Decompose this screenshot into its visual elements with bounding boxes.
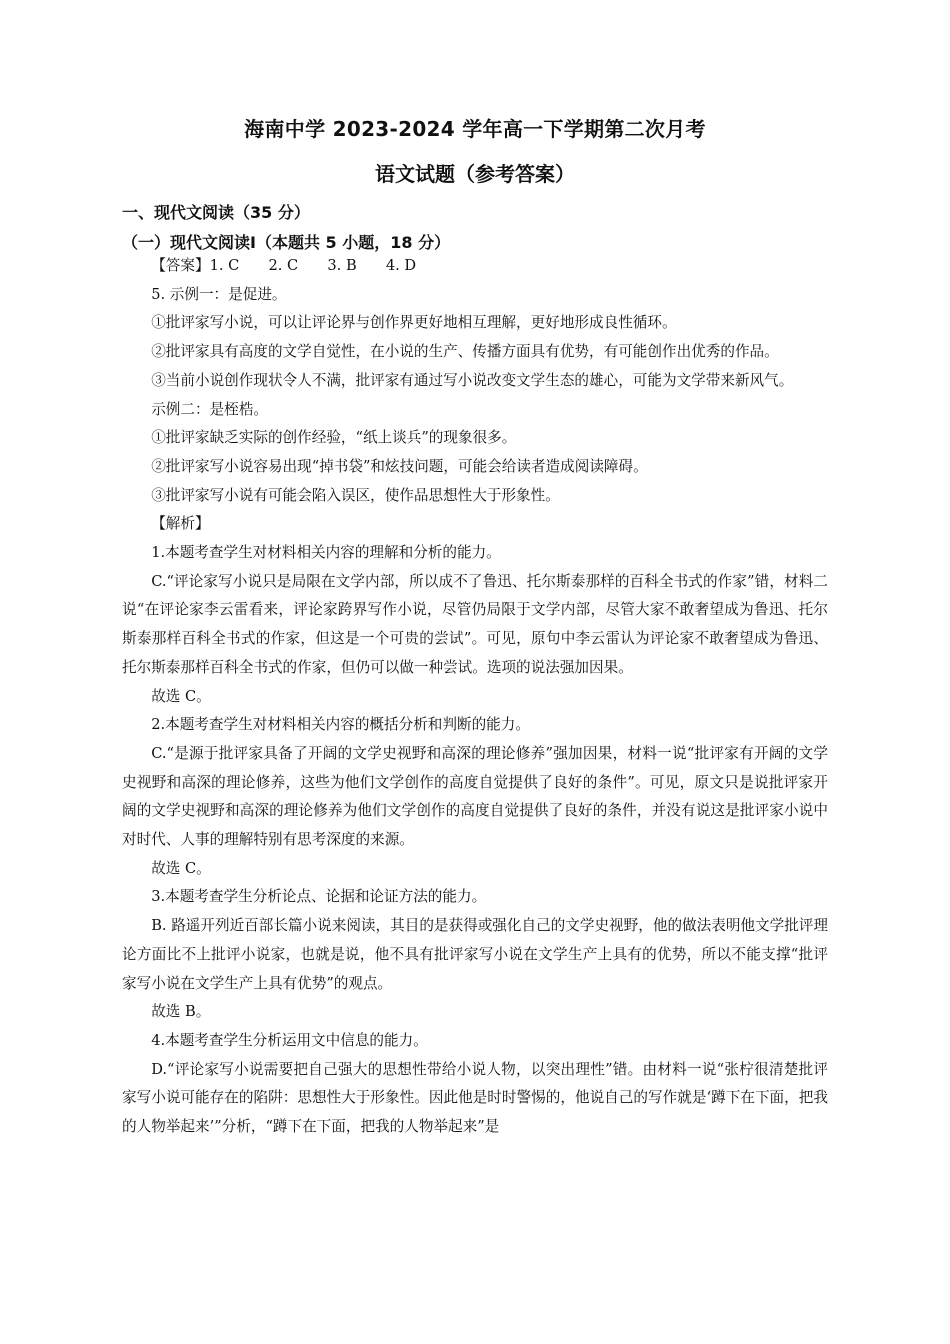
paragraph: ①批评家写小说，可以让评论界与创作界更好地相互理解，更好地形成良性循环。	[151, 314, 677, 332]
paragraph: 3.本题考查学生分析论点、论据和论证方法的能力。	[151, 888, 487, 906]
paragraph: 2.本题考查学生对材料相关内容的概括分析和判断的能力。	[151, 716, 530, 734]
paragraph: 示例二：是桎梏。	[151, 400, 268, 418]
paragraph: ③批评家写小说有可能会陷入误区，使作品思想性大于形象性。	[151, 486, 560, 504]
paragraph: C.“评论家写小说只是局限在文学内部，所以成不了鲁迅、托尔斯泰那样的百科全书式的作家”错，材料二说“在评论家李云雷看来，评论家跨界写作小说，尽管仍局限于文学内部，尽管大家不敢奢望成为鲁迅、托尔斯泰那样百科全书式的作家，但这是一个可贵的尝试”。可见，原句中李云雷认为评论家不敢奢望成为鲁迅、托尔斯泰那样百科全书式的作家，但仍可以做一种尝试。选项的说法强加因果。	[122, 572, 828, 676]
subsection-heading: （一）现代文阅读Ⅰ（本题共 5 小题，18 分）	[122, 233, 451, 252]
paragraph: 故选 C。	[151, 687, 211, 705]
paragraph: ①批评家缺乏实际的创作经验，“纸上谈兵”的现象很多。	[151, 429, 517, 447]
document-subtitle: 语文试题（参考答案）	[375, 162, 575, 186]
answer-key: 【答案】1. C 2. C 3. B 4. D	[151, 257, 417, 274]
paragraph: 故选 C。	[151, 859, 211, 877]
paragraph: C.“是源于批评家具备了开阔的文学史视野和高深的理论修养”强加因果，材料一说“批评家有开阔的文学史视野和高深的理论修养，这些为他们文学创作的高度自觉提供了良好的条件”。可见，原文只是说批评家开阔的文学史视野和高深的理论修养为他们文学创作的高度自觉提供了良好的条件，并没有说这是批评家小说中对时代、人事的理解特别有思考深度的来源。	[122, 744, 828, 849]
paragraph: B. 路遥开列近百部长篇小说来阅读，其目的是获得或强化自己的文学史视野，他的做法表明他文学批评理论方面比不上批评小说家，也就是说，他不具有批评家写小说在文学生产上具有的优势，所以不能支撑“批评家写小说在文学生产上具有优势”的观点。	[122, 917, 828, 992]
paragraph: D.“评论家写小说需要把自己强大的思想性带给小说人物，以突出理性”错。由材料一说“张柠很清楚批评家写小说可能存在的陷阱：思想性大于形象性。因此他是时时警惕的，他说自己的写作就是‘蹲下在下面，把我的人物举起来’”分析，“蹲下在下面，把我的人物举起来”是	[122, 1060, 828, 1136]
paragraph: 4.本题考查学生分析运用文中信息的能力。	[151, 1031, 428, 1049]
paragraph: ②批评家具有高度的文学自觉性，在小说的生产、传播方面具有优势，有可能创作出优秀的作品。	[151, 343, 779, 361]
section-heading: 一、现代文阅读（35 分）	[122, 203, 310, 222]
paragraph: 故选 B。	[151, 1003, 211, 1021]
analysis-label: 【解析】	[151, 515, 210, 533]
document-title: 海南中学 2023-2024 学年高一下学期第二次月考	[244, 117, 706, 141]
paragraph: ②批评家写小说容易出现“掉书袋”和炫技问题，可能会给读者造成阅读障碍。	[151, 457, 648, 475]
paragraph: 1.本题考查学生对材料相关内容的理解和分析的能力。	[151, 544, 501, 562]
paragraph: 5. 示例一：是促进。	[151, 285, 287, 303]
paragraph: ③当前小说创作现状令人不满，批评家有通过写小说改变文学生态的雄心，可能为文学带来新风气。	[151, 371, 794, 389]
answer-body	[122, 252, 828, 1142]
